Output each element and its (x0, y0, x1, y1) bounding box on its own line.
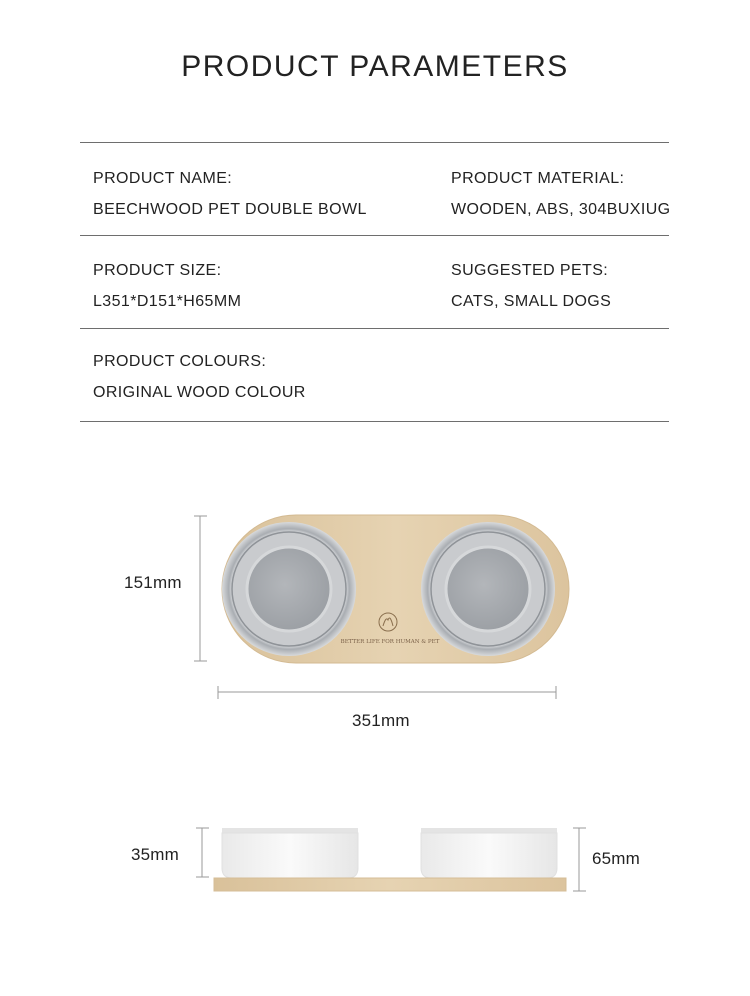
total-height-dimension-line (573, 828, 586, 891)
depth-label: 151mm (124, 573, 182, 592)
bowl-height-dimension-line (196, 828, 209, 877)
white-bowl-left-side-view (222, 828, 358, 878)
param-value: BEECHWOOD PET DOUBLE BOWL (93, 201, 367, 218)
param-label: PRODUCT NAME: (93, 170, 233, 187)
white-bowl-right-side-view (421, 828, 557, 878)
total-height-label: 65mm (592, 849, 641, 868)
param-label: PRODUCT COLOURS: (93, 353, 267, 370)
tray-engraving: BETTER LIFE FOR HUMAN & PET (340, 639, 440, 645)
steel-bowl-left (222, 522, 356, 656)
length-label: 351mm (352, 711, 410, 730)
wooden-tray-side-view (214, 878, 566, 891)
param-label: PRODUCT SIZE: (93, 262, 222, 279)
param-label: SUGGESTED PETS: (451, 262, 609, 279)
bowl-height-label: 35mm (131, 845, 180, 864)
param-value: CATS, SMALL DOGS (451, 293, 612, 310)
page-title: PRODUCT PARAMETERS (181, 50, 569, 83)
param-value: L351*D151*H65MM (93, 293, 242, 310)
length-dimension-line (218, 686, 556, 699)
param-value: WOODEN, ABS, 304BUXIUG (451, 201, 671, 218)
param-value: ORIGINAL WOOD COLOUR (93, 384, 306, 401)
depth-dimension-line (194, 516, 207, 661)
param-label: PRODUCT MATERIAL: (451, 170, 625, 187)
steel-bowl-right (421, 522, 555, 656)
